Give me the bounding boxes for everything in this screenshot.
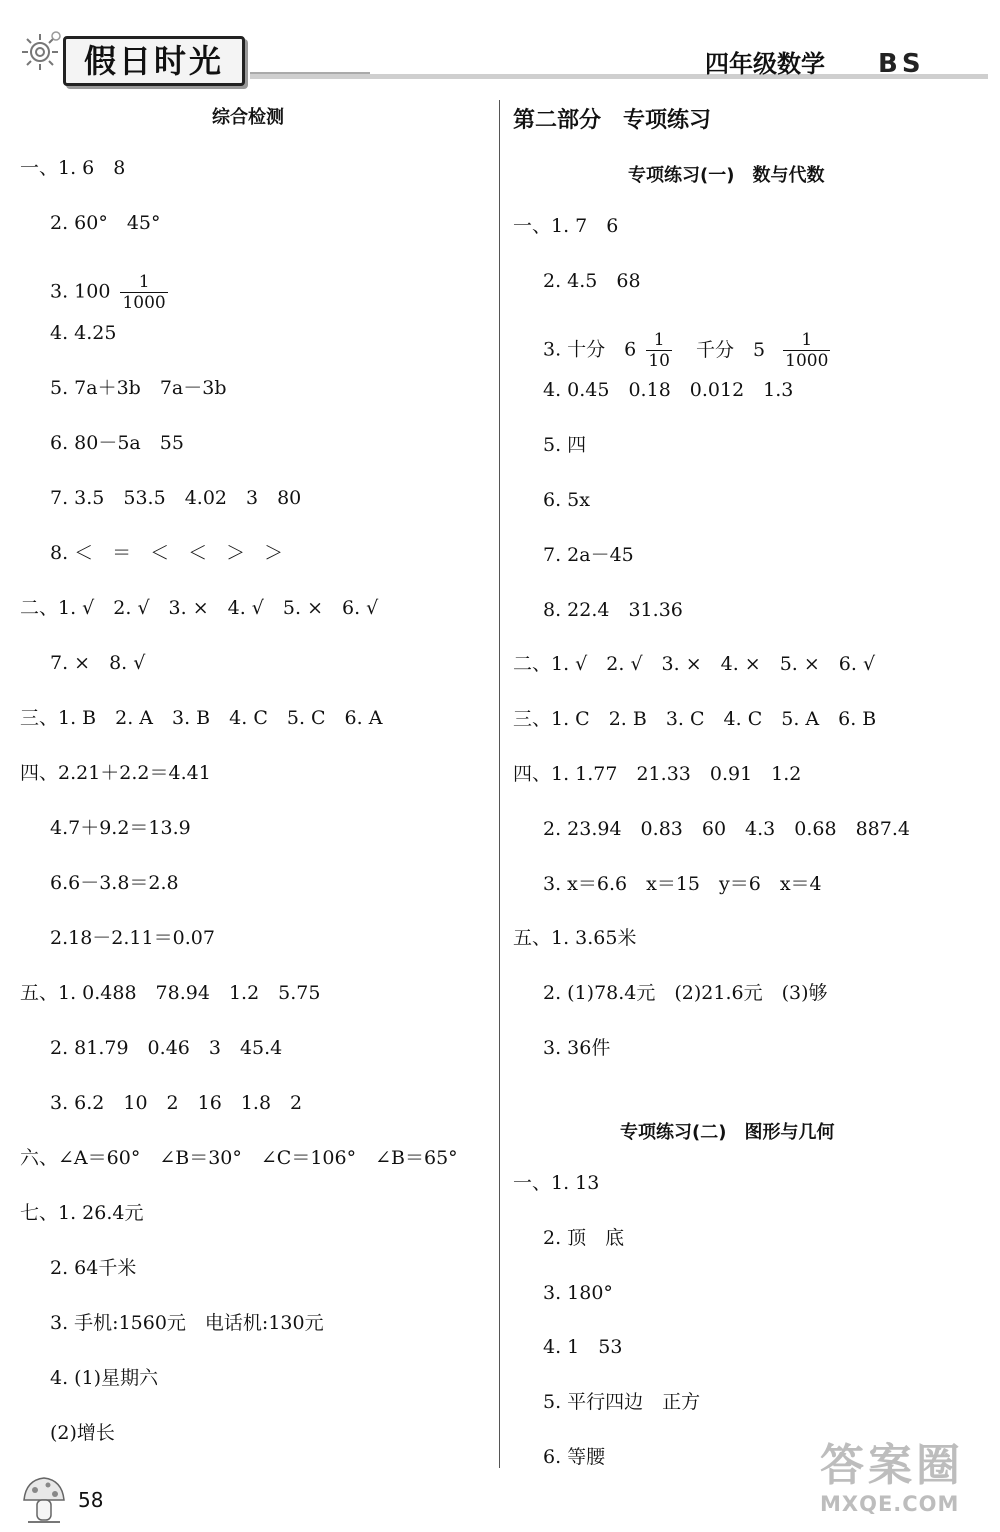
fraction-denominator: 1000	[785, 351, 829, 371]
gear-decoration-icon	[18, 30, 62, 74]
fraction-middle: 千分 5	[696, 338, 766, 361]
answer-line: 3. 6.2 10 2 16 1.8 2	[50, 1092, 303, 1114]
fraction-numerator: 1	[120, 272, 167, 293]
answer-line: 8. 22.4 31.36	[543, 598, 683, 621]
answer-line: 5. 四	[543, 434, 587, 457]
answer-line: 一、1. 7 6	[513, 215, 619, 237]
answer-line: 4. 0.45 0.18 0.012 1.3	[543, 379, 794, 402]
section1-heading: 专项练习(一) 数与代数	[628, 165, 825, 186]
section2-heading: 专项练习(二) 图形与几何	[620, 1122, 835, 1143]
answer-line: 4. 1 53	[543, 1336, 623, 1359]
answer-line: 2.18－2.11＝0.07	[50, 927, 215, 949]
answer-line: 三、1. C 2. B 3. C 4. C 5. A 6. B	[513, 708, 877, 731]
answer-line: 四、2.21＋2.2＝4.41	[20, 762, 211, 784]
answer-line: 2. (1)78.4元 (2)21.6元 (3)够	[543, 982, 828, 1005]
answer-line: 5. 7a＋3b 7a－3b	[50, 377, 227, 399]
answer-line: 2. 81.79 0.46 3 45.4	[50, 1037, 283, 1059]
mushroom-icon	[20, 1474, 68, 1526]
answer-line: 3. 手机:1560元 电话机:130元	[50, 1312, 324, 1334]
answer-line: 五、1. 0.488 78.94 1.2 5.75	[20, 982, 321, 1004]
answer-line: 五、1. 3.65米	[513, 927, 637, 950]
fraction	[646, 330, 672, 371]
answer-line: 一、1. 6 8	[20, 157, 126, 179]
fraction-numerator: 1	[646, 330, 672, 351]
answer-line: 二、1. √ 2. √ 3. × 4. × 5. × 6. √	[513, 653, 876, 676]
answer-line: 2. 顶 底	[543, 1226, 625, 1249]
answer-line: 二、1. √ 2. √ 3. × 4. √ 5. × 6. √	[20, 597, 379, 619]
answer-line: 4. 4.25	[50, 322, 117, 344]
part-heading: 第二部分 专项练习	[513, 108, 712, 133]
fraction-prefix: 3. 100	[50, 280, 111, 303]
answer-line: 6.6－3.8＝2.8	[50, 872, 179, 894]
fraction	[783, 330, 830, 371]
fraction	[120, 272, 167, 313]
page-header	[0, 0, 1000, 95]
page-number: 58	[78, 1488, 104, 1512]
fraction-numerator: 1	[783, 330, 830, 351]
answer-line: 8. ＜ ＝ ＜ ＜ ＞ ＞	[50, 542, 284, 564]
answer-line: (2)增长	[50, 1422, 115, 1444]
fraction-denominator: 1000	[122, 293, 166, 313]
answer-line: 一、1. 13	[513, 1172, 600, 1194]
section1-answer-line-fraction	[543, 330, 834, 371]
watermark-url: MXQE.COM	[820, 1492, 960, 1516]
book-title: 假日时光	[63, 36, 245, 86]
answer-line: 7. 2a－45	[543, 543, 634, 566]
left-section-heading: 综合检测	[212, 107, 284, 128]
answer-line: 3. 36件	[543, 1037, 611, 1059]
answer-line: 六、∠A＝60° ∠B＝30° ∠C＝106° ∠B＝65°	[20, 1147, 458, 1169]
answer-line: 7. 3.5 53.5 4.02 3 80	[50, 487, 302, 509]
answer-line: 6. 80－5a 55	[50, 432, 184, 454]
answer-line: 3. x＝6.6 x＝15 y＝6 x＝4	[543, 872, 822, 895]
answer-line: 2. 64千米	[50, 1257, 137, 1279]
answer-line: 四、1. 1.77 21.33 0.91 1.2	[513, 763, 802, 785]
answer-line: 4.7＋9.2＝13.9	[50, 817, 191, 839]
answer-line: 2. 23.94 0.83 60 4.3 0.68 887.4	[543, 817, 910, 840]
answer-line: 3. 180°	[543, 1281, 613, 1304]
answer-line: 6. 5x	[543, 489, 590, 511]
left-answer-line-fraction	[50, 272, 172, 313]
answer-line: 三、1. B 2. A 3. B 4. C 5. C 6. A	[20, 707, 383, 729]
watermark	[820, 1440, 990, 1530]
fraction-prefix: 3. 十分 6	[543, 338, 637, 361]
edition-badge: BS	[878, 49, 925, 79]
answer-line: 2. 60° 45°	[50, 212, 161, 234]
watermark-text: 答案圈	[820, 1440, 964, 1491]
answer-line: 4. (1)星期六	[50, 1367, 159, 1389]
answer-line: 2. 4.5 68	[543, 269, 641, 292]
answer-line: 7. × 8. √	[50, 652, 146, 674]
column-divider	[499, 100, 500, 1468]
fraction-denominator: 10	[648, 351, 670, 371]
answer-line: 6. 等腰	[543, 1446, 606, 1468]
answer-line: 5. 平行四边 正方	[543, 1391, 701, 1414]
grade-subject-label: 四年级数学	[705, 50, 825, 78]
answer-line: 七、1. 26.4元	[20, 1202, 144, 1224]
